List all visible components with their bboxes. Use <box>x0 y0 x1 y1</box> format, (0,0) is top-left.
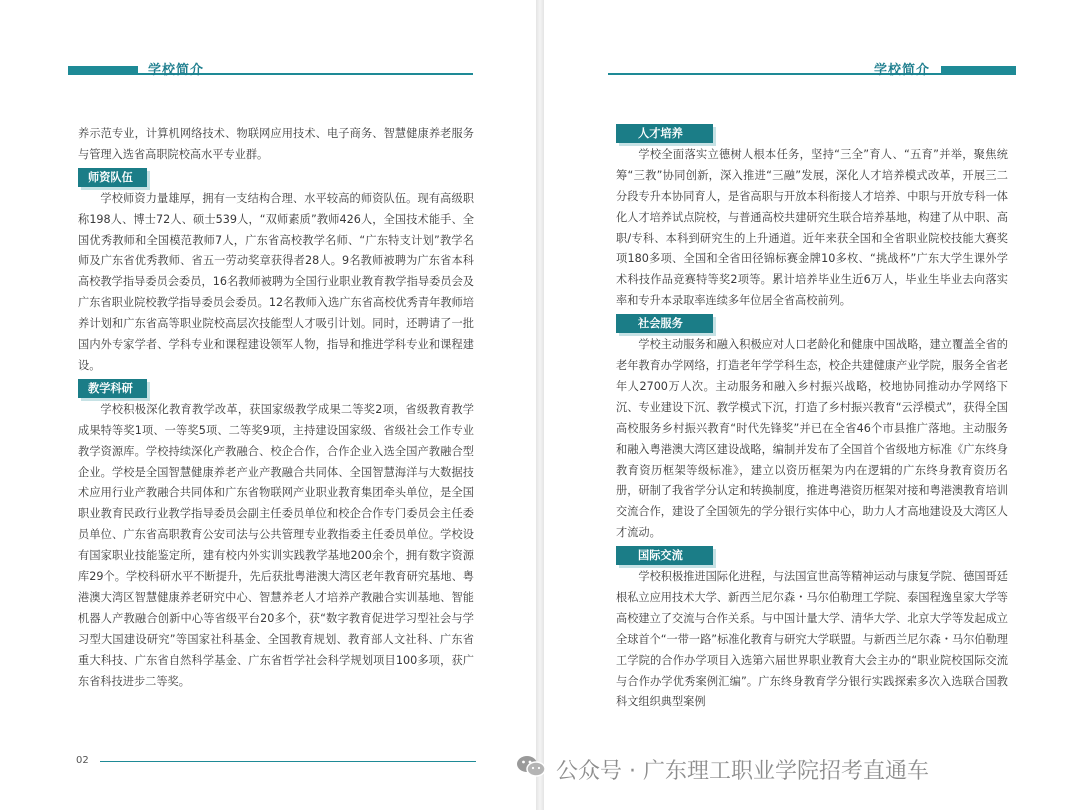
talent-paragraph: 学校全面落实立德树人根本任务，坚持“三全”育人、“五育”并举，聚焦统筹“三教”协同创新，深入推进“三融”发展，深化人才培养模式改革，开展三二分段专升本协同育人，是省高职与开放本科衔接人才培养、中职与开放专科一体化人才培养试点院校，与普通高校共建研究生联合培养基地，构建了从中职、高职/专科、本科到研究生的上升通道。近年来获全国和全省职业院校技能大赛奖项180多项、全国和全省田径锦标赛金牌10多枚、“挑战杯”广东大学生课外学术科技作品竞赛特等奖2项等。累计培养毕业生近6万人，毕业生毕业去向落实率和专升本录取率连续多年位居全省高校前列。 <box>616 147 1008 308</box>
right-page <box>544 0 1080 810</box>
section-label-faculty: 师资队伍 <box>78 168 147 187</box>
page-header-title: 学校简介 <box>148 63 205 78</box>
page-number: 02 <box>76 755 89 766</box>
section-label-talent: 人才培养 <box>616 124 713 143</box>
international-paragraph: 学校积极推进国际化进程，与法国宣世高等精神运动与康复学院、德国哥廷根私立应用技术大学、新西兰尼尔森・马尔伯勒理工学院、泰国程逸皇家大学等高校建立了交流与合作关系。与中国计量大学、清华大学、北京大学等发起成立全球首个“一带一路”标准化教育与研究大学联盟。与新西兰尼尔森・马尔伯勒理工学院的合作办学项目入选第六届世界职业教育大会主办的“职业院校国际交流与合作办学优秀案例汇编”。广东终身教育学分银行实践探索多次入选联合国教科文组织典型案例 <box>616 570 1008 709</box>
watermark-text: 公众号 · 广东理工职业学院招考直通车 <box>556 759 929 784</box>
left-page <box>0 0 536 810</box>
wechat-watermark <box>516 752 929 792</box>
research-paragraph: 学校积极深化教育教学改革，获国家级教学成果二等奖2项，省级教育教学成果特等奖1项、一等奖5项、二等奖9项，主持建设国家级、省级社会工作专业教学资源库。学校持续深化产教融合、校企合作，合作企业入选全国产教融合型企业。学校是全国智慧健康养老产业产教融合共同体、全国智慧海洋与大数据技术应用行业产教融合共同体和广东省物联网产业职业教育集团牵头单位，是全国职业教育民政行业教学指导委员会副主任委员单位和校企合作专门委员会主任委员单位、广东省高职教育公安司法与公共管理专业教指委主任委员单位。学校设有国家职业技能鉴定所，建有校内外实训实践教学基地200余个，拥有数字资源库29个。学校科研水平不断提升，先后获批粤港澳大湾区老年教育研究基地、粤港澳大湾区智慧健康养老研究中心、智慧养老人才培养产教融合实训基地、智能机器人产教融合创新中心等省级平台20多个，获“数字教育促进学习型社会与学习型大国建设研究”等国家社科基金、全国教育规划、教育部人文社科、广东省重大科技、广东省自然科学基金、广东省哲学社会科学规划项目100多项，获广东省科技进步二等奖。 <box>78 402 474 688</box>
header-tab-bar <box>941 66 1016 74</box>
page-header <box>68 58 473 78</box>
section-label-service: 社会服务 <box>616 314 713 333</box>
left-text-column <box>78 124 474 692</box>
right-text-column <box>616 122 1008 713</box>
intro-paragraph: 养示范专业，计算机网络技术、物联网应用技术、电子商务、智慧健康养老服务与管理入选省高职院校高水平专业群。 <box>78 127 474 161</box>
page-header-title: 学校简介 <box>874 63 931 78</box>
wechat-icon <box>516 752 546 792</box>
header-rule <box>68 73 473 75</box>
footer-rule <box>100 761 476 762</box>
section-label-research: 教学科研 <box>78 379 147 398</box>
service-paragraph: 学校主动服务和融入积极应对人口老龄化和健康中国战略，建立覆盖全省的老年教育办学网络，打造老年学学科生态，校企共建健康产业学院，服务全省老年人2700万人次。主动服务和融入乡村振兴战略，校地协同推动办学网络下沉、专业建设下沉、教学模式下沉，打造了乡村振兴教育“云浮模式”，获得全国高校服务乡村振兴教育“时代先锋奖”并已在全省46个市县推广落地。主动服务和融入粤港澳大湾区建设战略，编制并发布了全国首个省级地方标准《广东终身教育资历框架等级标准》，建立以资历框架为内在逻辑的广东终身教育资历名册，研制了我省学分认定和转换制度，推进粤港资历框架对接和粤港澳教育培训交流合作，建设了全国领先的学分银行实体中心，助力人才高地建设及大湾区人才流动。 <box>616 338 1008 540</box>
book-gutter <box>536 0 544 810</box>
faculty-paragraph: 学校师资力量雄厚，拥有一支结构合理、水平较高的师资队伍。现有高级职称198人、博士72人、硕士539人，“双师素质”教师426人，全国技术能手、全国优秀教师和全国模范教师7人，广东省高校教学名师、“广东特支计划”教学名师及广东省优秀教师、省五一劳动奖章获得者28人。9名教师被聘为广东省本科高校教学指导委员会委员，16名教师被聘为全国行业职业教育教学指导委员会及广东省职业院校教学指导委员会委员。12名教师入选广东省高校优秀青年教师培养计划和广东省高等职业院校高层次技能型人才吸引计划。同时，还聘请了一批国内外专家学者、学科专业和课程建设领军人物，指导和推进学科专业和课程建设。 <box>78 191 474 372</box>
page-header <box>608 58 1016 78</box>
section-label-international: 国际交流 <box>616 546 713 565</box>
page-footer <box>76 755 476 769</box>
